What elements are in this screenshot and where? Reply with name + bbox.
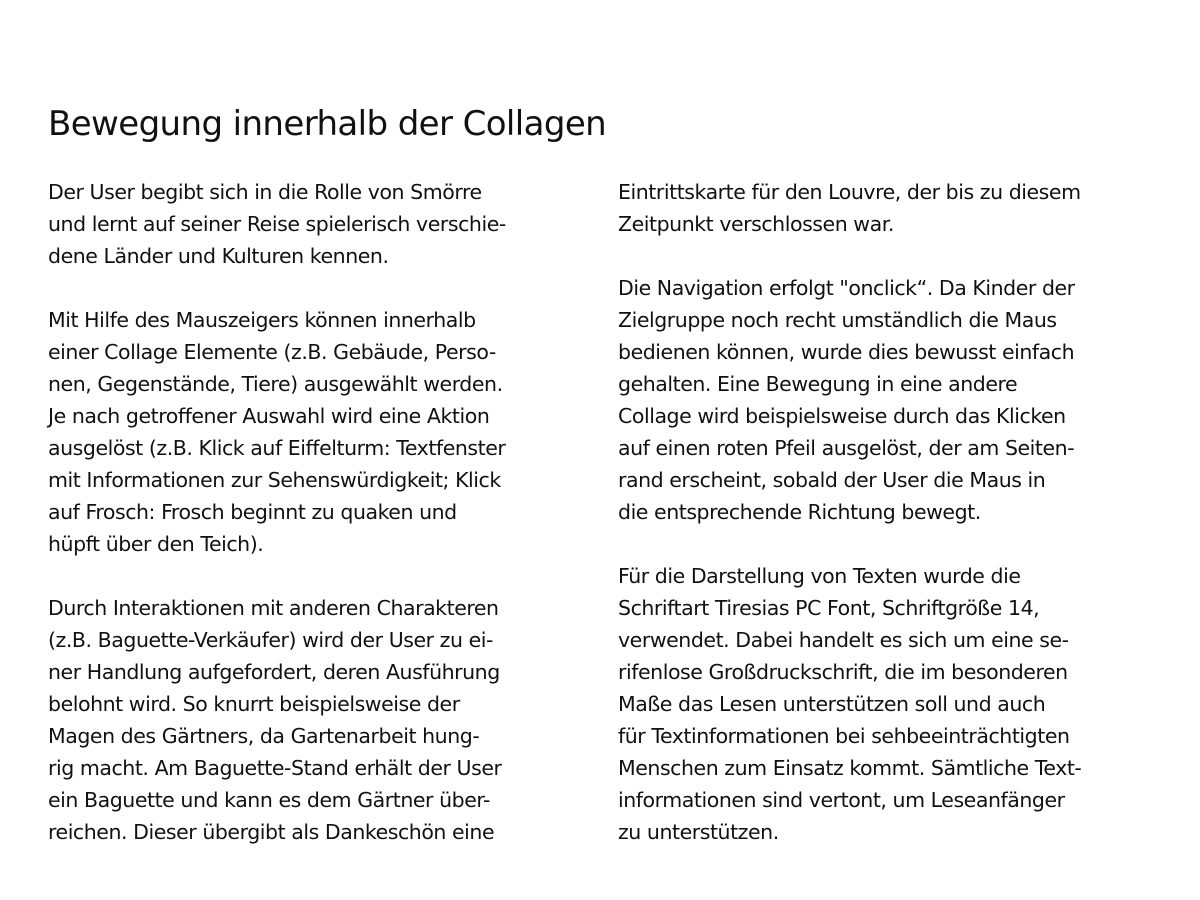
text-line: auf Frosch: Frosch beginnt zu quaken und — [48, 500, 457, 524]
text-line: reichen. Dieser übergibt als Dankeschön eine — [48, 820, 495, 844]
text-line: Collage wird beispielsweise durch das Klicken — [618, 404, 1066, 428]
text-line: Zeitpunkt verschlossen war. — [618, 212, 894, 236]
text-line: die entsprechende Richtung bewegt. — [618, 500, 981, 524]
paragraph-intro — [48, 176, 593, 272]
text-line: belohnt wird. So knurrt beispielsweise der — [48, 692, 460, 716]
paragraph-louvre-continuation — [618, 176, 1178, 240]
text-line: Eintrittskarte für den Louvre, der bis zu diesem — [618, 180, 1081, 204]
text-line: Zielgruppe noch recht umständlich die Maus — [618, 308, 1057, 332]
paragraph-mouse-pointer — [48, 304, 593, 560]
text-column-left — [48, 176, 593, 880]
paragraph-navigation — [618, 272, 1178, 528]
text-line: Für die Darstellung von Texten wurde die — [618, 564, 1021, 588]
paragraph-interactions — [48, 592, 593, 848]
page-title: Bewegung innerhalb der Collagen — [48, 104, 607, 144]
text-line: mit Informationen zur Sehenswürdigkeit; Klick — [48, 468, 501, 492]
text-line: Magen des Gärtners, da Gartenarbeit hung- — [48, 724, 480, 748]
text-column-right — [618, 176, 1178, 880]
text-line: (z.B. Baguette-Verkäufer) wird der User zu ei- — [48, 628, 493, 652]
text-line: rand erscheint, sobald der User die Maus in — [618, 468, 1046, 492]
text-line: für Textinformationen bei sehbeeinträchtigten — [618, 724, 1070, 748]
text-line: gehalten. Eine Bewegung in eine andere — [618, 372, 1018, 396]
text-line: und lernt auf seiner Reise spielerisch verschie- — [48, 212, 506, 236]
text-line: Mit Hilfe des Mauszeigers können innerhalb — [48, 308, 476, 332]
text-line: zu unterstützen. — [618, 820, 779, 844]
text-line: rifenlose Großdruckschrift, die im besonderen — [618, 660, 1068, 684]
text-line: informationen sind vertont, um Leseanfänger — [618, 788, 1065, 812]
text-line: ner Handlung aufgefordert, deren Ausführung — [48, 660, 500, 684]
text-line: hüpft über den Teich). — [48, 532, 264, 556]
text-line: ein Baguette und kann es dem Gärtner über- — [48, 788, 490, 812]
text-line: nen, Gegenstände, Tiere) ausgewählt werden. — [48, 372, 503, 396]
text-line: Durch Interaktionen mit anderen Charakteren — [48, 596, 499, 620]
paragraph-typography — [618, 560, 1178, 848]
text-line: verwendet. Dabei handelt es sich um eine se- — [618, 628, 1069, 652]
text-line: rig macht. Am Baguette-Stand erhält der User — [48, 756, 502, 780]
text-line: bedienen können, wurde dies bewusst einfach — [618, 340, 1075, 364]
text-line: einer Collage Elemente (z.B. Gebäude, Perso- — [48, 340, 496, 364]
text-line: dene Länder und Kulturen kennen. — [48, 244, 389, 268]
text-line: Je nach getroffener Auswahl wird eine Aktion — [48, 404, 490, 428]
text-line: ausgelöst (z.B. Klick auf Eiffelturm: Textfenster — [48, 436, 506, 460]
text-line: auf einen roten Pfeil ausgelöst, der am Seiten- — [618, 436, 1075, 460]
text-line: Maße das Lesen unterstützen soll und auch — [618, 692, 1046, 716]
text-line: Der User begibt sich in die Rolle von Smörre — [48, 180, 482, 204]
text-line: Die Navigation erfolgt "onclick“. Da Kinder der — [618, 276, 1075, 300]
text-line: Schriftart Tiresias PC Font, Schriftgröße 14, — [618, 596, 1040, 620]
text-line: Menschen zum Einsatz kommt. Sämtliche Text- — [618, 756, 1082, 780]
